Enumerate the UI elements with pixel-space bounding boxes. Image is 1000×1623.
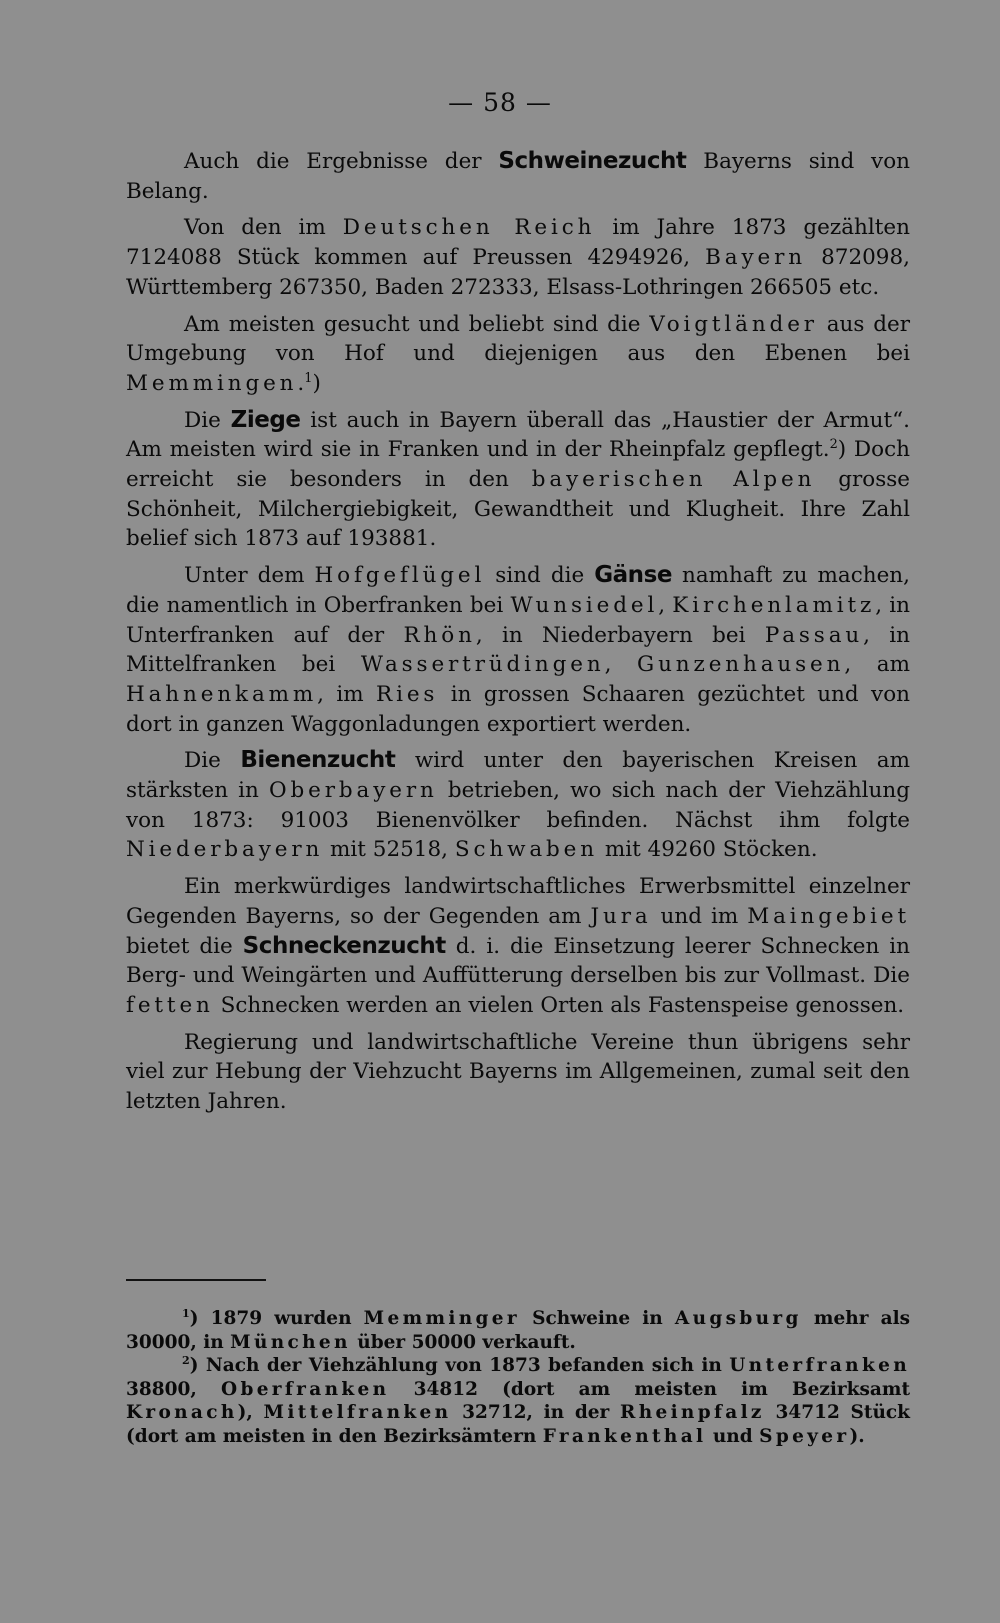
paragraph — [126, 872, 910, 1021]
spaced-term: München — [230, 1331, 351, 1353]
spaced-term: Hahnenkamm — [126, 681, 318, 707]
text-run: 872098, Württemberg 267350, Baden 272333, Elsass-Lothringen 266505 etc. — [126, 245, 910, 300]
text-run: Die — [184, 407, 231, 433]
text-run: , — [658, 592, 673, 618]
spaced-term: Rhön — [403, 622, 476, 648]
spaced-term: Speyer — [759, 1425, 850, 1447]
paragraph — [126, 147, 910, 206]
bold-term: Gänse — [594, 562, 672, 589]
spaced-term: bayerischen Alpen — [531, 467, 816, 493]
text-run: ), — [237, 1402, 264, 1424]
spaced-term: Niederbayern — [126, 837, 324, 863]
text-run: im Jahre 1873 gezählten 7124088 Stück kommen auf Preussen 4294926, — [126, 215, 910, 271]
spaced-term: Oberfranken — [221, 1378, 390, 1400]
spaced-term: Deutschen Reich — [342, 215, 596, 241]
text-run: Auch die Ergebnisse der — [184, 149, 499, 174]
text-run: Die — [184, 748, 241, 774]
text-run: mit 49260 Stöcken. — [597, 837, 818, 863]
bold-term: Bienenzucht — [240, 747, 396, 774]
spaced-term: Bayern — [705, 245, 806, 271]
text-run: betrieben, wo sich nach der Viehzählung von 1873: 91003 Bienenvölker befinden. Nächst ihm folgte — [126, 778, 910, 833]
paragraph — [126, 1028, 910, 1117]
text-run: bietet die — [126, 933, 243, 959]
text-run: aus der Umgebung von Hof und diejenigen aus den Ebenen bei — [126, 311, 910, 367]
footnote-divider — [126, 1279, 266, 1281]
spaced-term: Maingebiet — [747, 903, 910, 929]
footnote — [126, 1354, 910, 1448]
bold-term: Schneckenzucht — [242, 932, 446, 959]
text-run: 34812 (dort am meisten im Bezirksamt — [389, 1378, 910, 1400]
body-text — [126, 147, 910, 1124]
spaced-term: Ries — [376, 681, 439, 707]
spaced-term: Schwaben — [454, 837, 598, 863]
text-run: mit 52518, — [323, 837, 455, 863]
text-run: 38800, — [126, 1378, 221, 1400]
text-run: Schweine in — [519, 1308, 675, 1329]
spaced-term: Voigtländer — [649, 311, 818, 337]
spaced-term: Frankenthal — [542, 1425, 707, 1447]
text-run: , in Unterfranken auf der — [126, 592, 910, 648]
text-run: . — [297, 370, 305, 396]
footnote-marker: 1 — [304, 370, 313, 386]
text-run: 34712 Stück (dort am meisten in den Bezirksämtern — [126, 1402, 910, 1447]
text-run: Bayerns sind von Belang. — [126, 149, 910, 204]
paragraph — [126, 213, 910, 302]
spaced-term: Kronach — [126, 1402, 238, 1424]
text-run: , in Mittelfranken bei — [126, 622, 910, 678]
bold-term: Ziege — [230, 406, 301, 433]
footnotes — [126, 1307, 910, 1449]
spaced-term: Mittelfranken — [263, 1402, 452, 1424]
text-run: ) — [312, 370, 321, 396]
spaced-term: Jura — [590, 903, 652, 929]
spaced-term: Wassertrüdingen — [360, 652, 605, 678]
text-run: Regierung und landwirtschaftliche Vereine thun übrigens sehr viel zur Hebung der Viehzucht Bayerns im Allgemeinen, zumal seit den letzten Jahren. — [126, 1029, 910, 1115]
text-run: sind die — [485, 563, 595, 589]
paragraph — [126, 406, 910, 555]
text-run: ) Doch erreicht sie besonders in den — [126, 437, 910, 493]
paragraph — [126, 310, 910, 399]
text-run: , in Niederbayern bei — [475, 622, 765, 648]
spaced-term: Kirchenlamitz — [672, 592, 876, 618]
text-run: , im — [317, 681, 377, 707]
spaced-term: Oberbayern — [269, 778, 438, 804]
text-run: mehr als 30000, in — [126, 1308, 911, 1353]
text-run: Ein merkwürdiges landwirtschaftliches Erwerbsmittel einzelner Gegenden Bayerns, so der Gegenden am — [126, 874, 910, 929]
paragraph — [126, 746, 910, 865]
text-run: ). — [849, 1425, 865, 1447]
spaced-term: fetten — [126, 992, 214, 1018]
text-run: ) Nach der Viehzählung von 1873 befanden sich in — [189, 1355, 730, 1377]
text-run: d. i. die Einsetzung leerer Schnecken in Berg- und Weingärten und Auffütterung derselben bis zur Vollmast. Die — [126, 933, 911, 989]
text-run: wird unter den bayerischen Kreisen am stärksten in — [126, 748, 911, 804]
spaced-term: Augsburg — [674, 1308, 802, 1329]
spaced-term: Gunzenhausen — [637, 652, 845, 678]
page-number: — 58 — — [448, 88, 552, 117]
footnote-marker: 2 — [182, 1354, 190, 1368]
bold-term: Schweinezucht — [498, 148, 687, 174]
text-run: , — [604, 652, 638, 678]
text-run: ist auch in Bayern überall das „Haustier der Armut“. Am meisten wird sie in Franken und in der Rheinpfalz gepflegt. — [126, 407, 910, 463]
text-run: in grossen Schaaren gezüchtet und von dort in ganzen Waggonladungen exportiert werden. — [126, 681, 910, 737]
text-run: grosse Schönheit, Milchergiebigkeit, Gewandtheit und Klugheit. Ihre Zahl belief sich 1873 auf 193881. — [126, 467, 910, 552]
spaced-term: Passau — [764, 622, 864, 648]
text-run: 32712, in der — [451, 1402, 620, 1424]
spaced-term: Unterfranken — [729, 1355, 910, 1377]
text-run: über 50000 verkauft. — [350, 1331, 576, 1353]
footnote-marker: 2 — [829, 437, 838, 453]
text-run: ) 1879 wurden — [189, 1308, 364, 1329]
text-run: Von den im — [184, 215, 343, 241]
spaced-term: Wunsiedel — [510, 592, 659, 618]
footnote-marker: 1 — [182, 1306, 190, 1320]
text-run: und im — [651, 903, 748, 929]
text-run: und — [706, 1425, 760, 1447]
spaced-term: Memminger — [363, 1308, 520, 1329]
text-run: , am — [844, 652, 910, 678]
text-run: Am meisten gesucht und beliebt sind die — [184, 311, 650, 337]
text-run: Schnecken werden an vielen Orten als Fastenspeise genossen. — [213, 992, 905, 1018]
spaced-term: Memmingen — [126, 370, 298, 396]
footnote — [126, 1307, 910, 1354]
text-run: Unter dem — [184, 563, 315, 589]
text-run: namhaft zu machen, die namentlich in Oberfranken bei — [126, 563, 910, 618]
paragraph — [126, 561, 910, 739]
spaced-term: Rheinpfalz — [619, 1402, 765, 1424]
spaced-term: Hofgeflügel — [314, 563, 486, 589]
